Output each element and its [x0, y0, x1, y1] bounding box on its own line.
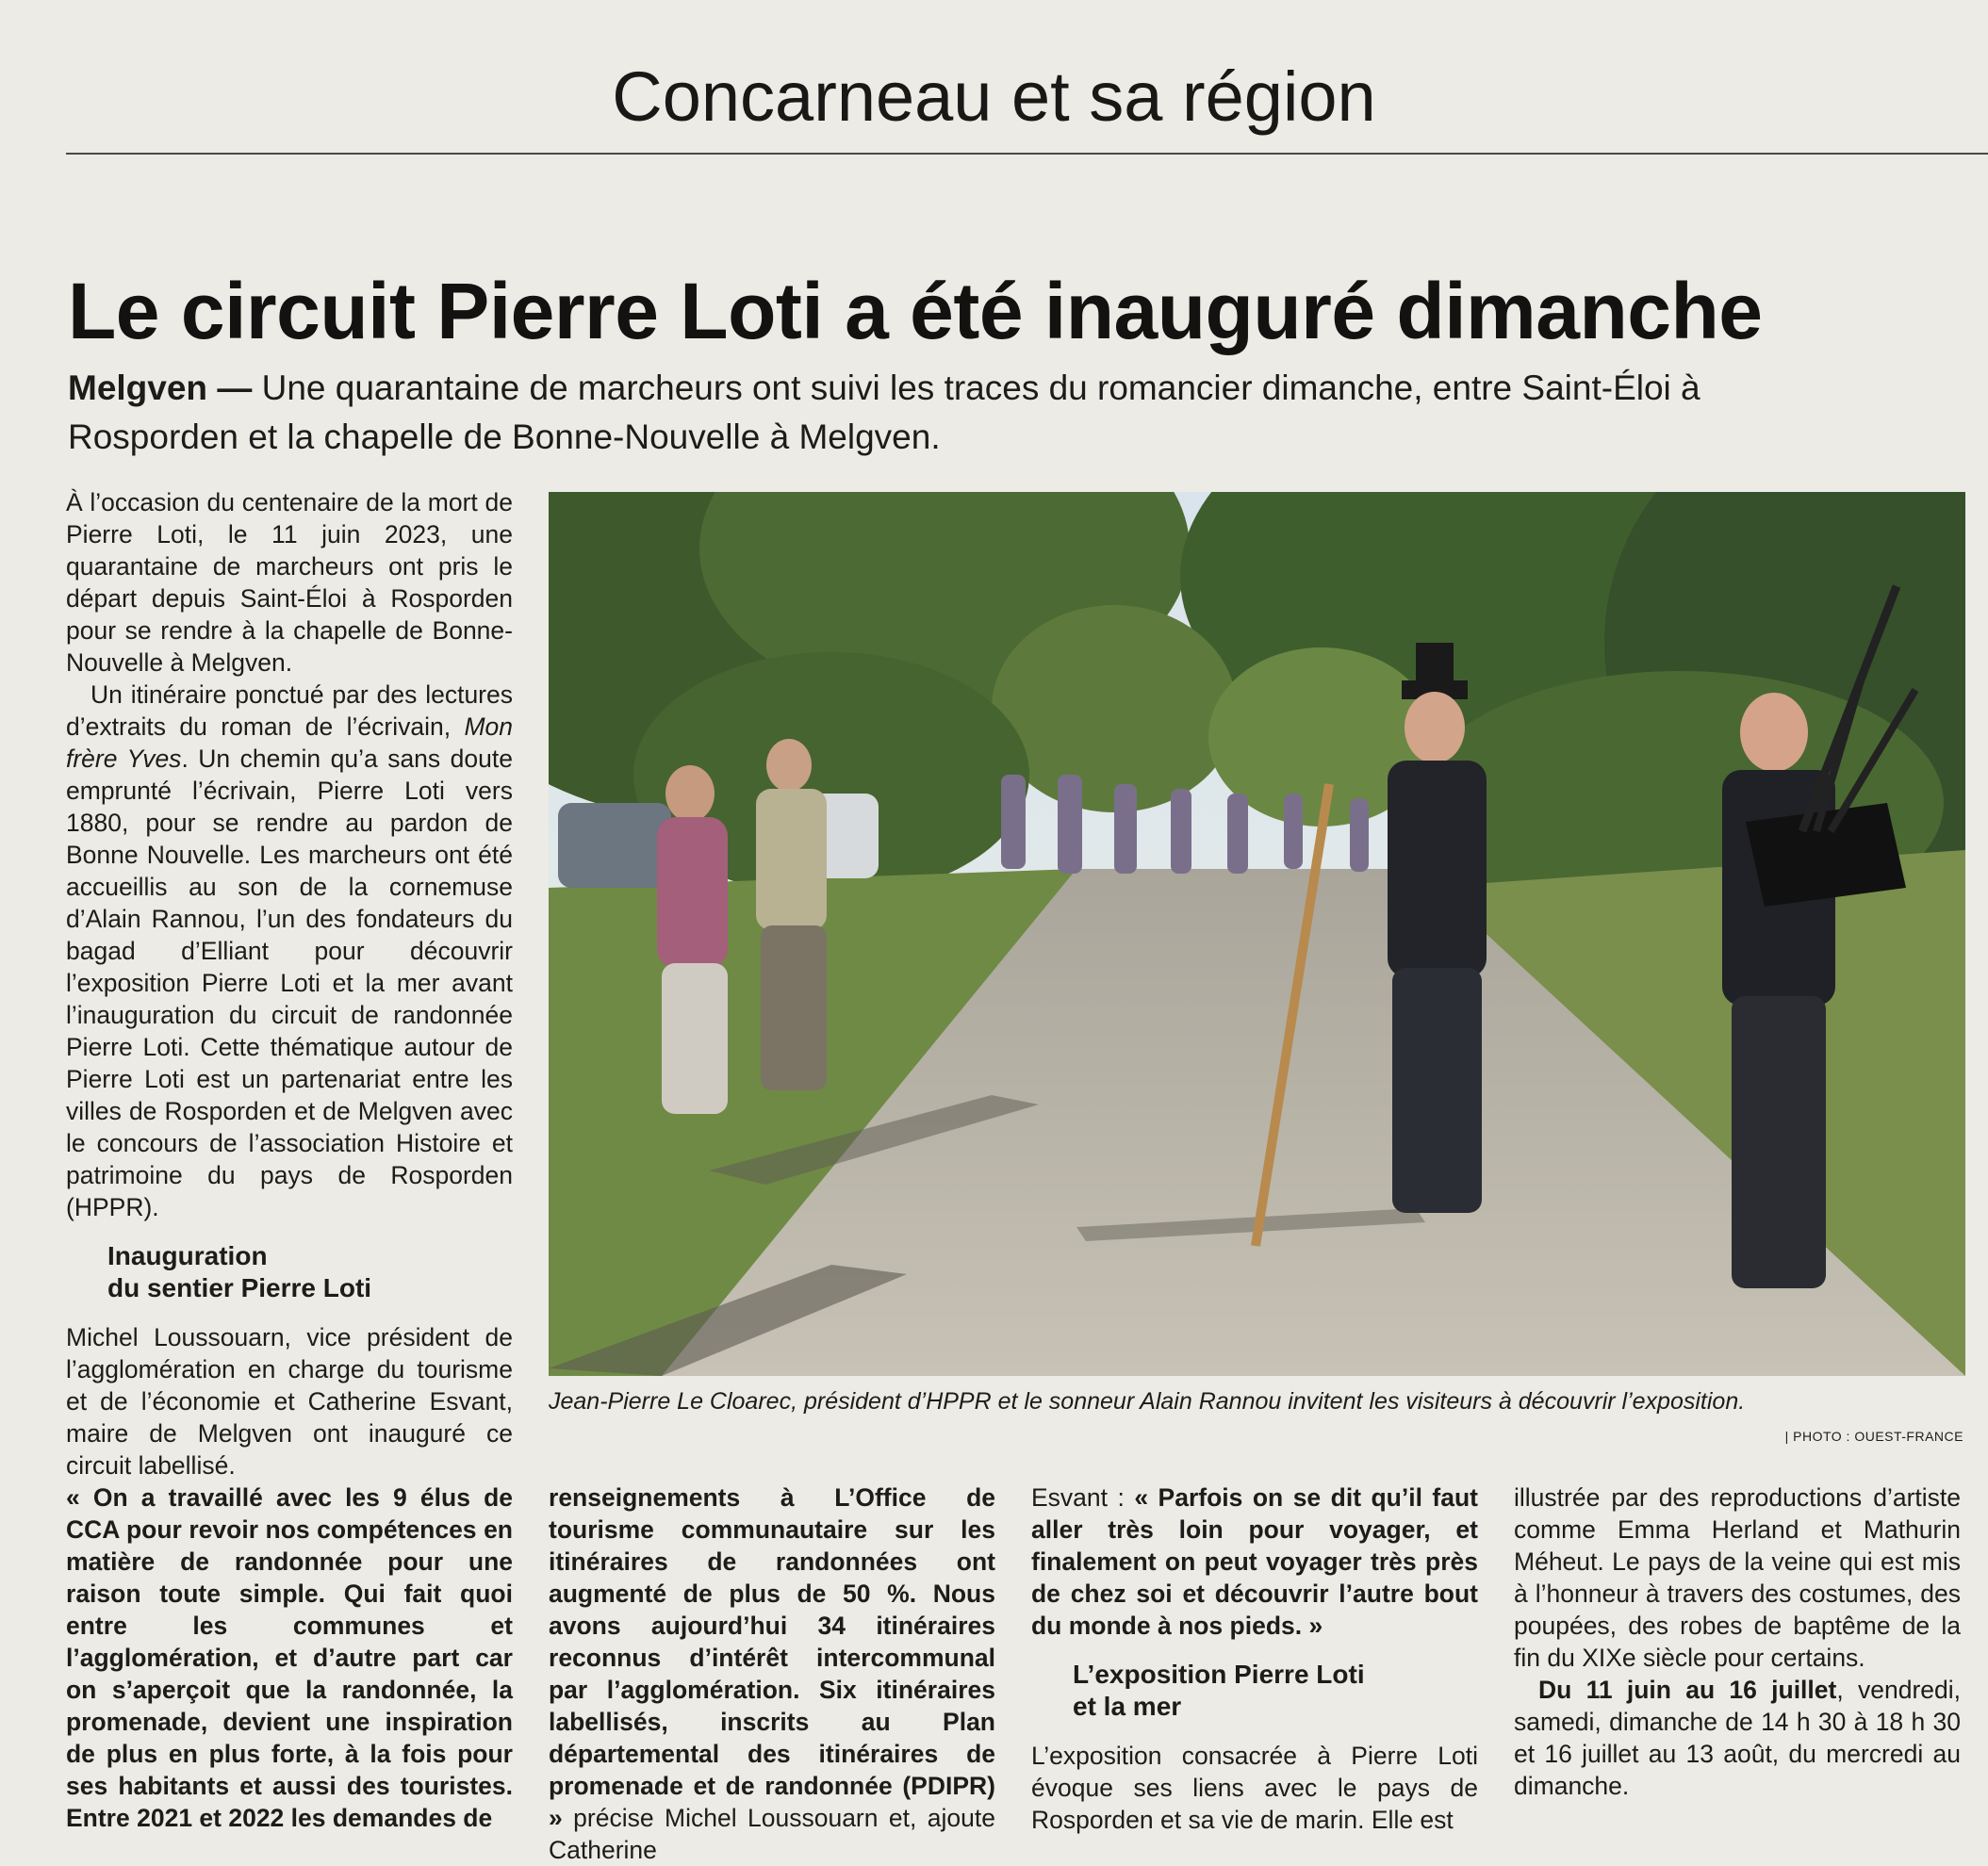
body-paragraph-5: illustrée par des reproductions d’artiste comme Emma Herland et Mathurin Méheut. Le pays de la veine qui est mis à l’honneur à travers des costumes, des poupées, des robes de baptême de la fin du XIXe siècle pour certains. — [1514, 1483, 1961, 1672]
body-paragraph-2 — [66, 679, 513, 1223]
exhibition-hours: , vendredi, samedi, dimanche de 14 h 30 à 18 h 30 et 16 juillet au 13 août, du mercredi au dimanche. — [1514, 1676, 1961, 1800]
photo-caption: Jean-Pierre Le Cloarec, président d’HPPR et le sonneur Alain Rannou invitent les visiteurs à découvrir l’exposition. — [549, 1388, 1746, 1415]
book-title: Mon frère Yves — [66, 712, 513, 773]
article-column-left — [66, 486, 513, 1481]
body-paragraph-1: À l’occasion du centenaire de la mort de Pierre Loti, le 11 juin 2023, une quarantaine de marcheurs ont pris le départ depuis Saint-Éloi à Rosporden pour se rendre à la chapelle de Bonne-Nouvelle à Melgven. — [66, 488, 513, 677]
quote-part-3-paragraph — [1031, 1481, 1478, 1642]
article-headline: Le circuit Pierre Loti a été inauguré dimanche — [68, 267, 1763, 355]
photo-credit: | PHOTO : OUEST-FRANCE — [1784, 1429, 1963, 1444]
subhead-inauguration — [107, 1240, 513, 1304]
body-paragraph-6 — [1514, 1674, 1961, 1802]
section-rule — [66, 153, 1988, 155]
subhead-inauguration-line-2: du sentier Pierre Loti — [107, 1273, 372, 1302]
subhead-exposition-line-2: et la mer — [1073, 1692, 1182, 1721]
quote-part-3: « Parfois on se dit qu’il faut aller très loin pour voyager, et finalement on peut voyager très près de chez soi et découvrir l’autre bout du monde à nos pieds. » — [1031, 1483, 1478, 1640]
exhibition-dates: Du 11 juin au 16 juillet — [1538, 1676, 1837, 1704]
body-paragraph-2-end: . Un chemin qu’a sans doute emprunté l’écrivain, Pierre Loti vers 1880, pour se rendre au pardon de Bonne Nouvelle. Les marcheurs ont été accueillis au son de la cornemuse d’Alain Rannou, l’un des fondateurs du bagad d’Elliant pour découvrir l’exposition Pierre Loti et la mer avant l’inauguration du circuit de randonnée Pierre Loti. Cette thématique autour de Pierre Loti est un partenariat entre les villes de Rosporden et de Melgven avec le concours de l’association Histoire et patrimoine du pays de Rosporden (HPPR). — [66, 745, 513, 1221]
article-photo — [549, 492, 1965, 1376]
article-column-2 — [549, 1481, 995, 1866]
body-paragraph-2-start: Un itinéraire ponctué par des lectures d’extraits du roman de l’écrivain, — [66, 680, 513, 741]
quote-part-2: renseignements à L’Office de tourisme communautaire sur les itinéraires de randonnées ont augmenté de plus de 50 %. Nous avons aujourd’hui 34 itinéraires reconnus d’intérêt intercommunal par l’agglomération. Six itinéraires labellisés, inscrits au Plan départemental des itinéraires de promenade et de randonnée (PDIPR) » — [549, 1483, 995, 1832]
article-column-1 — [66, 1481, 513, 1834]
subhead-inauguration-line-1: Inauguration — [107, 1241, 268, 1270]
quote-part-1: « On a travaillé avec les 9 élus de CCA pour revoir nos compétences en matière de randonnée pour une raison toute simple. Qui fait quoi entre les communes et l’agglomération, et d’autre part car on s’aperçoit que la randonnée, la promenade, devient une inspiration de plus en plus forte, à la fois pour ses habitants et aussi des touristes. Entre 2021 et 2022 les demandes de — [66, 1483, 513, 1832]
body-paragraph-4: L’exposition consacrée à Pierre Loti évoque ses liens avec le pays de Rosporden et sa vie de marin. Elle est — [1031, 1742, 1478, 1834]
quote-attribution: précise Michel Loussouarn et, ajoute Catherine — [549, 1804, 995, 1864]
article-column-3 — [1031, 1481, 1478, 1836]
quote-lead: Esvant : — [1031, 1483, 1135, 1512]
quote-part-2-paragraph — [549, 1481, 995, 1866]
lede-text: Une quarantaine de marcheurs ont suivi les traces du romancier dimanche, entre Saint-Éloi à Rosporden et la chapelle de Bonne-Nouvelle à Melgven. — [68, 368, 1700, 456]
article-lede — [68, 364, 1746, 462]
article-column-4 — [1514, 1481, 1961, 1802]
subhead-exposition — [1073, 1659, 1478, 1723]
lede-dateline: Melgven — — [68, 368, 253, 407]
photo-illustration — [549, 492, 1965, 1376]
section-title: Concarneau et sa région — [612, 57, 1376, 136]
body-paragraph-3: Michel Loussouarn, vice président de l’agglomération en charge du tourisme et de l’économie et Catherine Esvant, maire de Melgven ont inauguré ce circuit labellisé. — [66, 1323, 513, 1480]
subhead-exposition-line-1: L’exposition Pierre Loti — [1073, 1660, 1365, 1689]
